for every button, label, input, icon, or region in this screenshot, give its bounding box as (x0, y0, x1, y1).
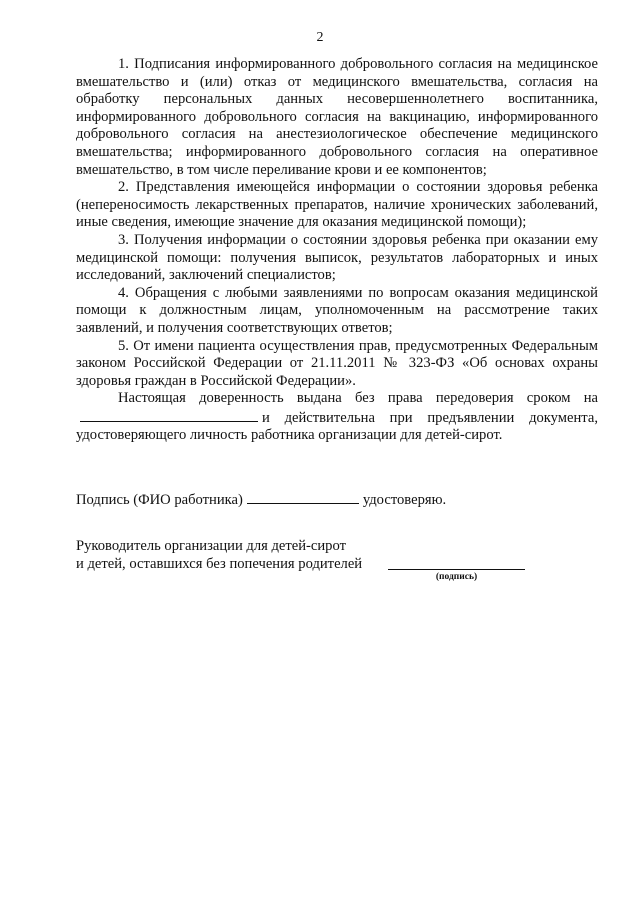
head-title-line-2: и детей, оставшихся без попечения родителей (76, 555, 363, 572)
page-number: 2 (316, 30, 324, 45)
term-blank-line (80, 408, 258, 422)
signature-caption: (подпись) (435, 572, 478, 582)
head-title-line-1: Руководитель организации для детей-сирот (76, 538, 346, 554)
document-body (76, 56, 598, 445)
validity-text-before: Настоящая доверенность выдана без права передоверия сроком на (118, 390, 598, 407)
list-item-4: 4. Обращения с любыми заявлениями по вопросам оказания медицинской помощи к должностным лицам, уполномоченным на рассмотрение таких заявлений, и получения соответствующих ответов; (76, 284, 598, 336)
validity-paragraph (76, 390, 598, 445)
signature-suffix: удостоверяю. (362, 492, 447, 508)
list-item-5: 5. От имени пациента осуществления прав, предусмотренных Федеральным законом Российской Федерации от 21.11.2011 № 323-ФЗ «Об основах охраны здоровья граждан в Российской Федерации». (76, 337, 598, 389)
head-signature-block (76, 538, 362, 573)
list-item-3: 3. Получения информации о состоянии здоровья ребенка при оказании ему медицинской помощи: получения выписок, результатов лабораторных и иных исследований, заключений специалистов; (76, 231, 598, 284)
validity-text-after: и действительна при предъявлении документа, удостоверяющего личность работника организации для детей-сирот. (76, 409, 598, 444)
list-item-1: 1. Подписания информированного добровольного согласия на медицинское вмешательство и (или) отказ от медицинского вмешательства, согласия на обработку персональных данных несовершеннолетнего воспитанника, информированного добровольного согласия на вакцинацию, информированного добровольного согласия на анестезиологическое обеспечение медицинского вмешательства; информированного добровольного согласия на оперативное вмешательство, в том числе переливание крови и ее компонентов; (76, 56, 598, 178)
head-signature-blank-line (388, 569, 525, 570)
signature-label: Подпись (ФИО работника) (76, 492, 243, 508)
signature-blank-line (247, 490, 359, 504)
employee-signature-line (76, 490, 446, 510)
list-item-2: 2. Представления имеющейся информации о состоянии здоровья ребенка (непереносимость лекарственных препаратов, наличие хронических заболеваний, иные сведения, имеющие значение для оказания медицинской помощи); (76, 179, 598, 231)
